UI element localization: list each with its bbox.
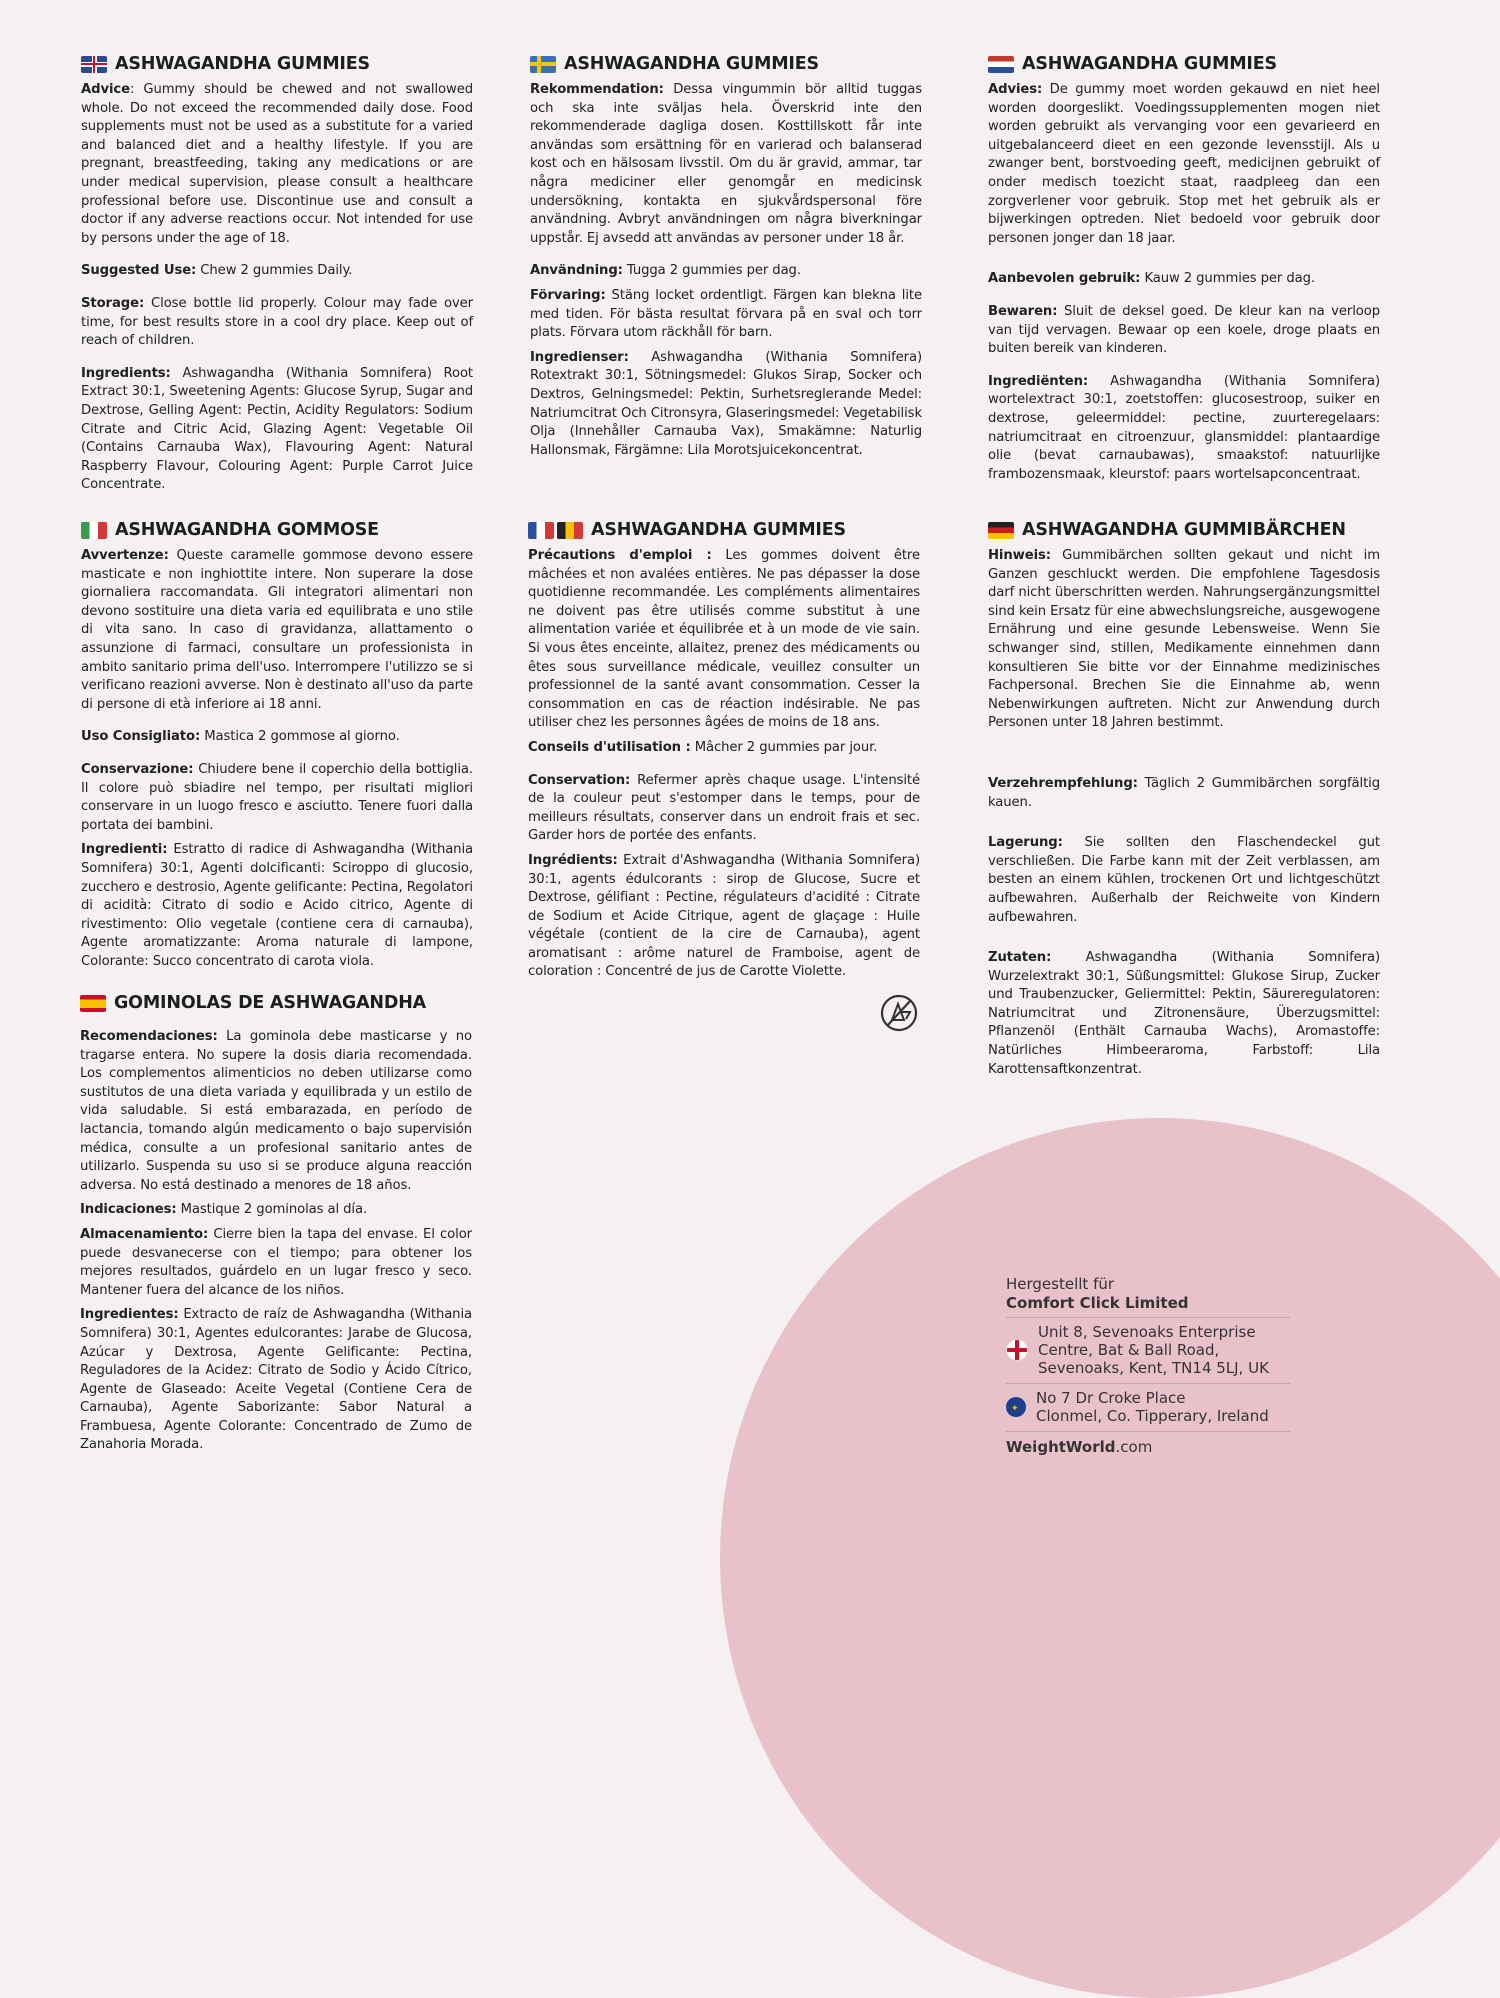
ingredients-text: Ingrediënten: Ashwagandha (Withania Somnifera) wortelextract 30:1, zoetstoffen: glucosestroop, suiker en dextrose, geleermiddel: pectine, zuurteregelaars: natriumcitraat en citroenzuur, glansmiddel: plantaardige olie (bevat carnaubawas), smaakstof: natuurlijke frambozensmaak, kleurstof: paars wortelsapconcentraat. bbox=[988, 373, 1380, 482]
storage-text: Conservation: Refermer après chaque usage. L'intensité de la couleur peut s'estomper dans le temps, pour de meilleurs résultats, conserver dans un endroit frais et sec. Garder hors de portée des enfants. bbox=[528, 772, 920, 844]
manufacturer-label: Hergestellt für bbox=[1006, 1275, 1115, 1293]
uk-flag-icon bbox=[1006, 1339, 1028, 1361]
decorative-pink-circle bbox=[720, 1118, 1500, 1998]
manufacturer-contact bbox=[1006, 1275, 1290, 1456]
storage-text: Förvaring: Stäng locket ordentligt. Färgen kan blekna lite med tiden. För bästa resultat förvara på en sval och torr plats. Förvara utom räckhåll för barn. bbox=[530, 287, 922, 341]
advice-text: Recomendaciones: La gominola debe masticarse y no tragarse entera. No supere la dosis diaria recomendada. Los complementos alimenticios no deben utilizarse como sustitutos de una dieta variada y equilibrada y un estilo de vida saludable. Si está embarazada, en período de lactancia, tomando algún medicamento o bajo supervisión médica, consulte a un profesional sanitario antes de utilizarlo. Suspenda su uso si se produce alguna reacción adversa. No está destinado a menores de 18 años. bbox=[80, 1029, 472, 1193]
ingredients-text: Ingredientes: Extracto de raíz de Ashwagandha (Withania Somnifera) 30:1, Agentes edulcorantes: Jarabe de Glucosa, Azúcar y Dextrosa, Agente Gelificante: Pectina, Reguladores de la Acidez: Citrato de Sodio y Ácido Cítrico, Agente de Glaseado: Aceite Vegetal (Contiene Cera de Carnauba), Agente Saborizante: Sabor Natural a Frambuesa, Agente Colorante: Concentrado de Zumo de Zanahoria Morada. bbox=[80, 1307, 472, 1453]
uk-flag-icon bbox=[81, 56, 107, 73]
spain-flag-icon bbox=[80, 995, 106, 1012]
section-english bbox=[81, 54, 473, 501]
ingredients-text: Ingredienser: Ashwagandha (Withania Somnifera) Rotextrakt 30:1, Sötningsmedel: Glukos Sirap, Socker och Dextros, Gelningsmedel: Pektin, Surhetsreglerande Medel: Natriumcitrat Och Citronsyra, Glaseringsmedel: Vegetabilisk Olja (Innehåller Carnauba Vax), Smakämne: Naturlig Hallonsmak, Färgämne: Lila Morotsjuicekoncentrat. bbox=[530, 349, 922, 458]
ingredients-text: Ingrédients: Extrait d'Ashwagandha (Withania Somnifera) 30:1, agents édulcorants : sirop de Glucose, Sucre et Dextrose, gélifiant : Pectine, régulateurs d'acidité : Citrate de Sodium et Acide Citrique, agent de glaçage : Huile végétale (contient de la cire de Carnauba), agent aromatisant : arôme naturel de Framboise, agent de coloration : Concentré de jus de Carotte Violette. bbox=[528, 852, 920, 980]
suggested-use-text: Uso Consigliato: Mastica 2 gommose al giorno. bbox=[81, 729, 400, 745]
storage-text: Bewaren: Sluit de deksel goed. De kleur kan na verloop van tijd vervagen. Bewaar op een koele, droge plaats en buiten bereik van kinderen. bbox=[988, 303, 1380, 357]
section-title: ASHWAGANDHA GUMMIES bbox=[988, 54, 1380, 74]
ingredients-text: Zutaten: Ashwagandha (Withania Somnifera) Wurzelextrakt 30:1, Süßungsmittel: Glukose Sirup, Zucker und Traubenzucker, Geliermittel: Pektin, Säureregulatoren: Natriumcitrat und Zitronensäure, Überzugsmittel: Pflanzenöl (Enthält Carnauba Wachs), Aromastoffe: Natürliches Himbeeraroma, Farbstoff: Lila Karottensaftkonzentrat. bbox=[988, 950, 1380, 1077]
uk-address-line: Centre, Bat & Ball Road, bbox=[1038, 1341, 1220, 1359]
suggested-use-text: Indicaciones: Mastique 2 gominolas al día. bbox=[80, 1202, 368, 1218]
section-title: ASHWAGANDHA GUMMIES bbox=[530, 54, 922, 74]
eu-address-row bbox=[1006, 1383, 1290, 1431]
section-title: GOMINOLAS DE ASHWAGANDHA bbox=[80, 993, 472, 1013]
section-dutch bbox=[988, 54, 1380, 490]
suggested-use-text: Verzehrempfehlung: Täglich 2 Gummibärchen sorgfältig kauen. bbox=[988, 775, 1380, 810]
section-title: ASHWAGANDHA GUMMIBÄRCHEN bbox=[988, 520, 1380, 540]
storage-text: Almacenamiento: Cierre bien la tapa del envase. El color puede desvanecerse con el tiempo; para obtener los mejores resultados, guárdelo en un lugar fresco y seco. Mantener fuera del alcance de los niños. bbox=[80, 1226, 472, 1298]
eu-address-line: No 7 Dr Croke Place bbox=[1036, 1389, 1186, 1407]
advice-text: Advice: Gummy should be chewed and not swallowed whole. Do not exceed the recommended daily dose. Food supplements must not be used as a substitute for a varied and balanced diet and a healthy lifestyle. If you are pregnant, breastfeeding, taking any medications or are under medical supervision, please consult a healthcare professional before use. Discontinue use and consult a doctor if any adverse reactions occur. Not intended for use by persons under the age of 18. bbox=[81, 82, 473, 246]
uk-address-line: Sevenoaks, Kent, TN14 5LJ, UK bbox=[1038, 1359, 1269, 1377]
advice-text: Avvertenze: Queste caramelle gommose devono essere masticate e non inghiottite intere. Non superare la dose giornaliera raccomandata. Gli integratori alimentari non devono sostituire una dieta varia ed equilibrata e uno stile di vita sano. In caso di gravidanza, allattamento o assunzione di farmaci, consultare un professionista in ambito sanitario prima dell'uso. Interrompere l'utilizzo se si verificano reazioni avverse. Non è destinato all'uso da parte di persone di età inferiore ai 18 anni. bbox=[81, 548, 473, 712]
eu-flag-icon bbox=[1006, 1397, 1026, 1417]
section-spanish bbox=[80, 993, 472, 1461]
uk-address-row bbox=[1006, 1317, 1290, 1383]
section-italian bbox=[81, 520, 473, 977]
ingredients-text: Ingredients: Ashwagandha (Withania Somnifera) Root Extract 30:1, Sweetening Agents: Glucose Syrup, Sugar and Dextrose, Gelling Agent: Pectin, Acidity Regulators: Sodium Citrate and Citric Acid, Glazing Agent: Vegetable Oil (Contains Carnauba Wax), Flavouring Agent: Natural Raspberry Flavour, Colouring Agent: Purple Carrot Juice Concentrate. bbox=[81, 365, 473, 493]
suggested-use-text: Conseils d'utilisation : Mâcher 2 gummies par jour. bbox=[528, 739, 878, 755]
storage-text: Storage: Close bottle lid properly. Colour may fade over time, for best results store in a cool dry place. Keep out of reach of children. bbox=[81, 295, 473, 349]
belgium-flag-icon bbox=[557, 522, 583, 539]
section-german bbox=[988, 520, 1380, 1085]
suggested-use-text: Suggested Use: Chew 2 gummies Daily. bbox=[81, 263, 353, 279]
recycle-icon bbox=[878, 992, 920, 1034]
sweden-flag-icon bbox=[530, 56, 556, 73]
advice-text: Précautions d'emploi : Les gommes doivent être mâchées et non avalées entières. Ne pas dépasser la dose quotidienne recommandée. Les compléments alimentaires ne doivent pas être utilisés comme substitut à une alimentation variée et équilibrée et à un mode de vie sain. Si vous êtes enceinte, allaitez, prenez des médicaments ou êtes sous surveillance médicale, veuillez consulter un professionnel de la santé avant consommation. Cesser la consommation en cas de réaction indésirable. Ne pas utiliser chez les personnes âgées de moins de 18 ans. bbox=[528, 548, 920, 731]
suggested-use-text: Aanbevolen gebruik: Kauw 2 gummies per dag. bbox=[988, 271, 1315, 287]
advice-text: Rekommendation: Dessa vingummin bör alltid tuggas och ska inte sväljas hela. Överskrid inte den rekommenderade dagliga dosen. Kosttillskott får inte användas som ersättning för en varierad och balanserad kost och en hälsosam livsstil. Om du är gravid, ammar, tar några mediciner eller genomgår en medicinsk undersökning, kontakta en sjukvårdspersonal före användning. Avbryt användningen om några biverkningar uppstår. Ej avsedd att användas av personer under 18 år. bbox=[530, 82, 922, 246]
website-link[interactable]: WeightWorld.com bbox=[1006, 1431, 1290, 1456]
netherlands-flag-icon bbox=[988, 56, 1014, 73]
section-title: ASHWAGANDHA GOMMOSE bbox=[81, 520, 473, 540]
section-french bbox=[528, 520, 920, 988]
suggested-use-text: Användning: Tugga 2 gummies per dag. bbox=[530, 263, 801, 279]
section-title: ASHWAGANDHA GUMMIES bbox=[81, 54, 473, 74]
storage-text: Conservazione: Chiudere bene il coperchio della bottiglia. Il colore può sbiadire nel tempo, per risultati migliori conservare in un luogo fresco e asciutto. Tenere fuori dalla portata dei bambini. bbox=[81, 761, 473, 833]
france-flag-icon bbox=[528, 522, 554, 539]
advice-text: Hinweis: Gummibärchen sollten gekaut und nicht im Ganzen geschluckt werden. Die empfohlene Tagesdosis darf nicht überschritten werden. Nahrungsergänzungsmittel sind kein Ersatz für eine abwechslungsreiche, ausgewogene Ernährung und eine gesunde Lebensweise. Wenn Sie schwanger sind, stillen, Medikamente einnehmen dann konsultieren Sie bitte vor der Einnahme medizinisches Fachpersonal. Brechen Sie die Einnahme ab, wenn Nebenwirkungen auftreten. Nicht zur Anwendung durch Personen unter 18 Jahren bestimmt. bbox=[988, 548, 1380, 731]
eu-address-line: Clonmel, Co. Tipperary, Ireland bbox=[1036, 1407, 1269, 1425]
germany-flag-icon bbox=[988, 522, 1014, 539]
storage-text: Lagerung: Sie sollten den Flaschendeckel gut verschließen. Die Farbe kann mit der Zeit verblassen, am besten an einem kühlen, trockenen Ort und lichtgeschützt aufbewahren. Außerhalb der Reichweite von Kindern aufbewahren. bbox=[988, 835, 1380, 925]
section-swedish bbox=[530, 54, 922, 466]
ingredients-text: Ingredienti: Estratto di radice di Ashwagandha (Withania Somnifera) 30:1, Agenti dolcificanti: Sciroppo di glucosio, zucchero e destrosio, Agente gelificante: Pectina, Regolatori di acidità: Citrato di sodio e Acido citrico, Agente di rivestimento: Olio vegetale (contiene cera di carnauba), Agente aromatizzante: Aroma naturale di lampone, Colorante: Succo concentrato di carota viola. bbox=[81, 842, 473, 969]
section-title: ASHWAGANDHA GUMMIES bbox=[528, 520, 920, 540]
advice-text: Advies: De gummy moet worden gekauwd en niet heel worden doorgeslikt. Voedingssupplementen mogen niet worden gebruikt als vervanging voor een gevarieerd en uitgebalanceerd dieet en een gezonde levensstijl. Als u zwanger bent, borstvoeding geeft, medicijnen gebruikt of onder medisch toezicht staat, raadpleeg dan een zorgverlener voor gebruik. Stop met het gebruik als er bijwerkingen optreden. Niet bedoeld voor gebruik door personen jonger dan 18 jaar. bbox=[988, 82, 1380, 246]
manufacturer-name: Comfort Click Limited bbox=[1006, 1294, 1189, 1312]
uk-address-line: Unit 8, Sevenoaks Enterprise bbox=[1038, 1323, 1256, 1341]
italy-flag-icon bbox=[81, 522, 107, 539]
